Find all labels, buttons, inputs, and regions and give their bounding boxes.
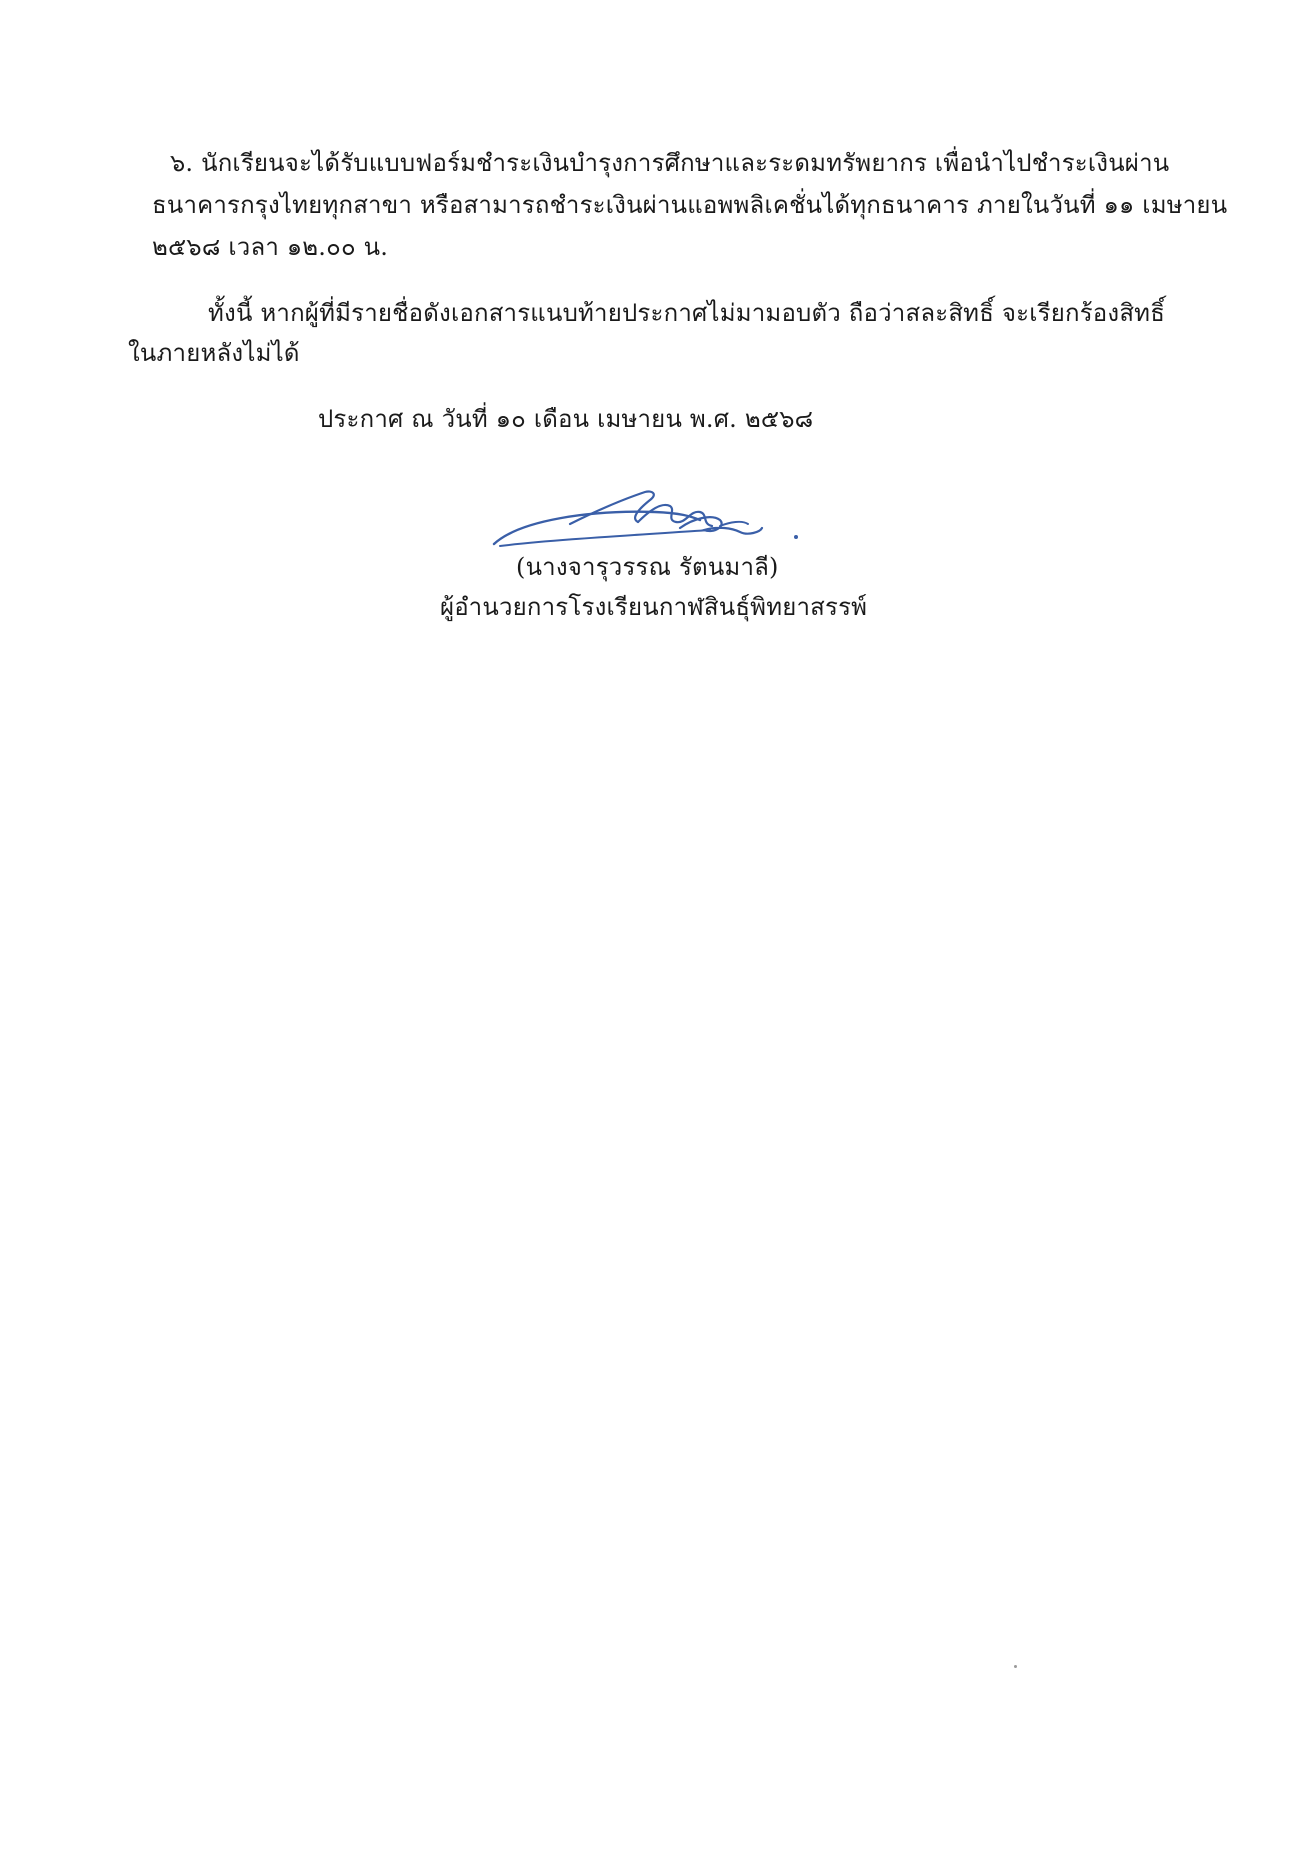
notice-line1: ทั้งนี้ หากผู้ที่มีรายชื่อดังเอกสารแนบท้ายประกาศไม่มามอบตัว ถือว่าสละสิทธิ์ จะเรียกร้องสิทธิ์: [208, 299, 1166, 327]
item6-line3: ๒๕๖๘ เวลา ๑๒.๐๐ น.: [152, 233, 389, 261]
signatory-position: ผู้อำนวยการโรงเรียนกาฬสินธุ์พิทยาสรรพ์: [440, 593, 868, 621]
scan-speck: [1014, 1665, 1017, 1668]
item6-line1: ๖. นักเรียนจะได้รับแบบฟอร์มชำระเงินบำรุงการศึกษาและระดมทรัพยากร เพื่อนำไปชำระเงินผ่าน: [170, 149, 1170, 177]
signatory-name: (นางจารุวรรณ รัตนมาลี): [516, 553, 779, 581]
notice-line2: ในภายหลังไม่ได้: [128, 339, 300, 367]
signature-image: [480, 480, 810, 560]
announced-date: ประกาศ ณ วันที่ ๑๐ เดือน เมษายน พ.ศ. ๒๕๖๘: [318, 405, 814, 433]
item6-line2: ธนาคารกรุงไทยทุกสาขา หรือสามารถชำระเงินผ่านแอพพลิเคชั่นได้ทุกธนาคาร ภายในวันที่ ๑๑ เมษายน: [152, 191, 1228, 219]
